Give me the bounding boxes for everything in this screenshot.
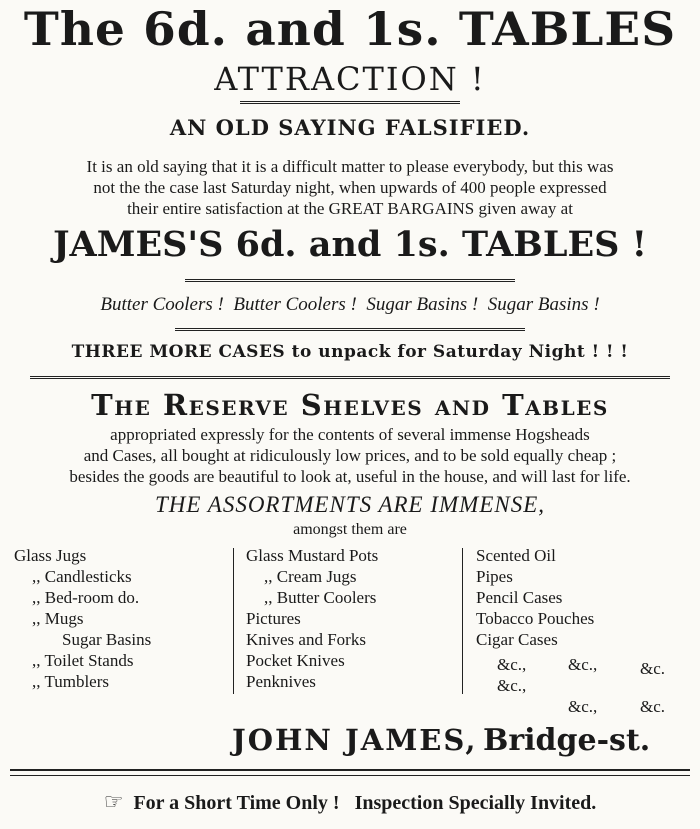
list-item: Penknives [246,672,316,691]
footer [0,790,700,815]
rule-5 [10,769,690,771]
etc-mark: &c., [568,697,598,716]
wares-item-1: Butter Coolers ! [100,294,224,315]
list-item: ,, Butter Coolers [264,588,377,607]
rule-4 [30,376,670,382]
headline-james-tables: JAMES'S 6d. and 1s. TABLES ! [53,224,647,265]
list-item: ,, Toilet Stands [32,651,134,670]
list-item: ,, Cream Jugs [264,567,357,586]
rule-1 [240,101,460,107]
etc-mark: &c., [497,655,527,674]
list-item: Scented Oil [476,546,556,565]
list-item: Glass Jugs [14,546,87,565]
intro-line-2: not the the case last Saturday night, when upwards of 400 people expressed [93,178,607,197]
etc-mark: &c. [640,697,666,716]
list-item: Cigar Cases [476,630,558,649]
footer-text-1: For a Short Time Only ! [133,792,340,814]
cases-line: THREE MORE CASES to unpack for Saturday Night ! ! ! [71,342,629,362]
wares-item-3: Sugar Basins ! [366,294,479,315]
pointing-hand-icon: ☞ [103,790,124,815]
list-item: ,, Mugs [32,609,84,628]
assortments-sub: amongst them are [293,521,407,538]
column-divider-2 [462,548,463,694]
reserve-line-2: and Cases, all bought at ridiculously low prices, and to be sold equally cheap ; [83,446,617,465]
list-item: Sugar Basins [62,630,152,649]
reserve-title: The Reserve Shelves and Tables [91,388,609,422]
rule-2 [185,279,515,285]
etc-mark: &c., [497,676,527,695]
list-item: Pipes [476,567,513,586]
rule-6 [10,775,690,776]
list-item: Pencil Cases [476,588,563,607]
signature-address: Bridge-st. [483,723,651,758]
subtitle: ATTRACTION ! [214,60,486,98]
column-divider-1 [233,548,234,694]
signature-name: JOHN JAMES, [232,723,478,757]
signature [232,723,650,758]
list-column-2 [246,545,378,692]
intro-line-1: It is an old saying that it is a difficult matter to please everybody, but this was [86,157,614,176]
list-item: Pocket Knives [246,651,345,670]
list-item: Tobacco Pouches [476,609,595,628]
list-item: Knives and Forks [246,630,366,649]
rule-3 [175,328,525,334]
list-item: ,, Tumblers [32,672,109,691]
saying-heading: AN OLD SAYING FALSIFIED. [169,115,531,140]
list-item: Pictures [246,609,301,628]
etc-mark: &c. [640,659,666,678]
list-item: ,, Candlesticks [32,567,132,586]
footer-text-2: Inspection Specially Invited. [354,792,597,814]
assortments-title: THE ASSORTMENTS ARE IMMENSE, [154,492,546,517]
etc-mark: &c., [568,655,598,674]
wares-item-4: Sugar Basins ! [487,294,600,315]
list-item: ,, Bed-room do. [32,588,140,607]
list-column-1 [14,545,151,692]
reserve-line-1: appropriated expressly for the contents of several immense Hogsheads [110,425,590,444]
title: The 6d. and 1s. TABLES [23,2,677,56]
reserve-line-3: besides the goods are beautiful to look at, useful in the house, and will last for life. [69,467,631,486]
wares-line [0,294,700,316]
list-item: Glass Mustard Pots [246,546,379,565]
wares-item-2: Butter Coolers ! [233,294,357,315]
intro-line-3: their entire satisfaction at the GREAT BARGAINS given away at [127,199,573,218]
list-column-3 [476,545,594,650]
